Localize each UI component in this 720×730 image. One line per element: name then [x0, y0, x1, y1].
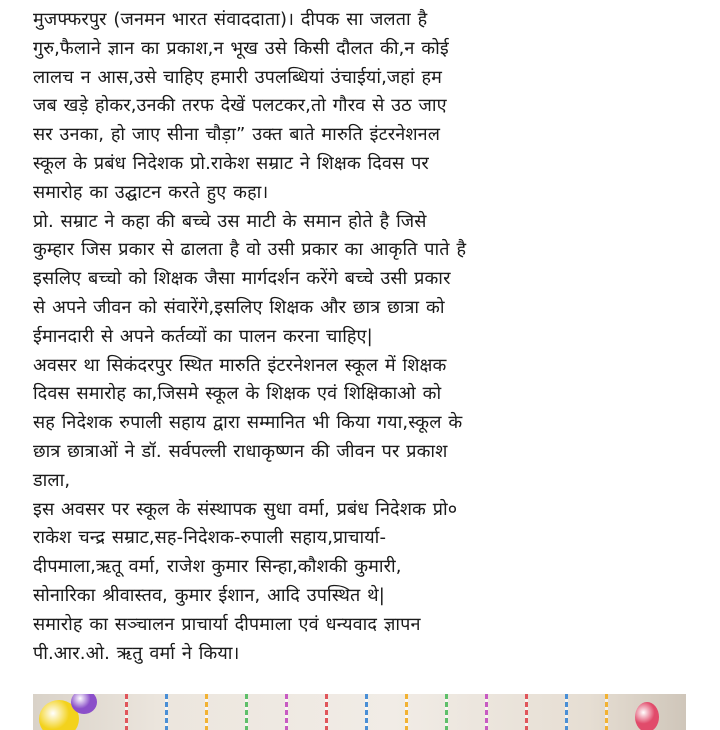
- streamer-decoration: [125, 694, 128, 730]
- article-line: पी.आर.ओ. ऋतु वर्मा ने किया।: [33, 642, 240, 664]
- streamer-decoration: [205, 694, 208, 730]
- article-line: समारोह का सञ्चालन प्राचार्या दीपमाला एवं धन्यवाद ज्ञापन: [33, 613, 421, 635]
- article-line: जब खड़े होकर,उनकी तरफ देखें पलटकर,तो गौरव से उठ जाए: [33, 95, 447, 117]
- article-line: सह निदेशक रुपाली सहाय द्वारा सम्मानित भी किया गया,स्कूल के: [33, 412, 463, 434]
- article-line: से अपने जीवन को संवारेंगे,इसलिए शिक्षक और छात्र छात्रा को: [33, 296, 445, 318]
- streamer-decoration: [445, 694, 448, 730]
- article-line: इस अवसर पर स्कूल के संस्थापक सुधा वर्मा, प्रबंध निदेशक प्रो०: [33, 498, 458, 520]
- article-line: सर उनका, हो जाए सीना चौड़ा” उक्त बाते मारुति इंटरनेशनल: [33, 124, 441, 146]
- streamer-decoration: [285, 694, 288, 730]
- article-line: लालच न आस,उसे चाहिए हमारी उपलब्धियां उंचाईयां,जहां हम: [33, 66, 443, 88]
- balloon-icon: [635, 702, 659, 730]
- streamer-decoration: [245, 694, 248, 730]
- streamer-decoration: [485, 694, 488, 730]
- streamer-decoration: [405, 694, 408, 730]
- streamer-decoration: [165, 694, 168, 730]
- article-line: राकेश चन्द्र सम्राट,सह-निदेशक-रुपाली सहाय,प्राचार्या-: [33, 527, 387, 549]
- article-line: समारोह का उद्घाटन करते हुए कहा।: [33, 181, 269, 203]
- article-line: अवसर था सिकंदरपुर स्थित मारुति इंटरनेशनल स्कूल में शिक्षक: [33, 354, 447, 376]
- article-line: इसलिए बच्चो को शिक्षक जैसा मार्गदर्शन करेंगे बच्चे उसी प्रकार: [33, 268, 451, 290]
- article-line: कुम्हार जिस प्रकार से ढालता है वो उसी प्रकार का आकृति पाते है: [33, 239, 467, 261]
- article-body: [33, 6, 693, 668]
- photo-background: [33, 694, 686, 730]
- article-line: गुरु,फैलाने ज्ञान का प्रकाश,न भूख उसे किसी दौलत की,न कोई: [33, 37, 449, 59]
- article-line: दिवस समारोह का,जिसमे स्कूल के शिक्षक एवं शिक्षिकाओ को: [33, 383, 442, 405]
- article-line: डाला,: [33, 469, 71, 491]
- article-line: स्कूल के प्रबंध निदेशक प्रो.राकेश सम्राट ने शिक्षक दिवस पर: [33, 152, 429, 174]
- event-photo[interactable]: [33, 694, 686, 730]
- article-line: दीपमाला,ऋतू वर्मा, राजेश कुमार सिन्हा,कौशकी कुमारी,: [33, 556, 402, 578]
- streamer-decoration: [325, 694, 328, 730]
- article-line: सोनारिका श्रीवास्तव, कुमार ईशान, आदि उपस्थित थे|: [33, 584, 385, 606]
- streamer-decoration: [605, 694, 608, 730]
- article-line: प्रो. सम्राट ने कहा की बच्चे उस माटी के समान होते है जिसे: [33, 210, 427, 232]
- article-line: छात्र छात्राओं ने डॉ. सर्वपल्ली राधाकृष्णन की जीवन पर प्रकाश: [33, 440, 448, 462]
- streamer-decoration: [565, 694, 568, 730]
- streamer-decoration: [525, 694, 528, 730]
- article-line: ईमानदारी से अपने कर्तव्यों का पालन करना चाहिए|: [33, 325, 373, 347]
- streamer-decoration: [365, 694, 368, 730]
- article-line: मुजफ्फरपुर (जनमन भारत संवाददाता)। दीपक सा जलता है: [33, 9, 428, 30]
